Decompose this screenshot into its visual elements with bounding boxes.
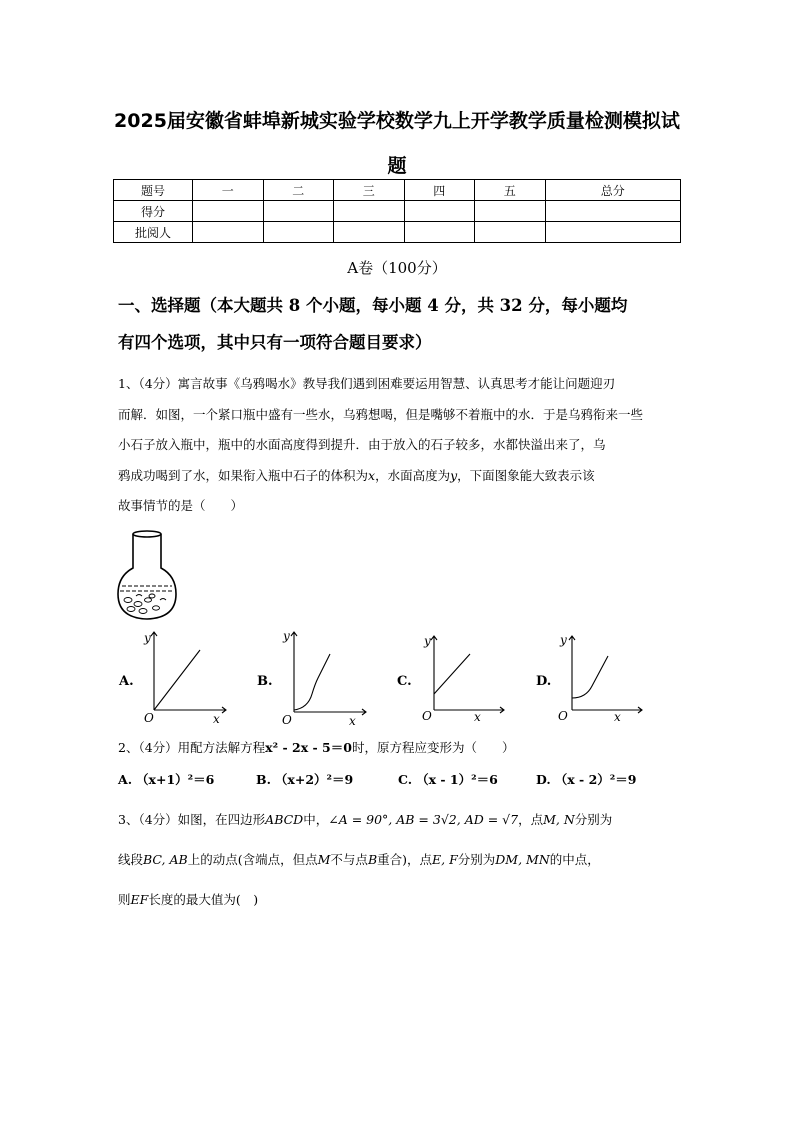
score-table-cell[interactable] bbox=[193, 201, 264, 222]
graph-y-label: y bbox=[283, 629, 290, 643]
doc-title-line2: 题 bbox=[387, 155, 407, 177]
q1-option-c-label[interactable]: C. bbox=[397, 674, 412, 689]
score-table-header-row bbox=[114, 180, 681, 201]
q1-line: 小石子放入瓶中，瓶中的水面高度得到提升．由于放入的石子较多，水都快溢出来了，乌 bbox=[118, 437, 606, 452]
q3-conditions: ∠A = 90°, AB = 3√2, AD = √7 bbox=[328, 812, 519, 827]
q2-option-a[interactable] bbox=[118, 770, 214, 788]
q2-option-c[interactable] bbox=[398, 770, 498, 788]
doc-title-line1: 2025届安徽省蚌埠新城实验学校数学九上开学教学质量检测模拟试 bbox=[114, 110, 680, 132]
option-label: D. bbox=[536, 772, 551, 787]
score-table-cell[interactable] bbox=[334, 222, 405, 243]
option-text: （x+1）²＝6 bbox=[136, 772, 215, 787]
q1-text: ，水面高度为 bbox=[375, 467, 451, 483]
score-table-cell[interactable] bbox=[404, 222, 475, 243]
q1-option-b-label[interactable]: B. bbox=[257, 674, 273, 689]
q3-text: 的中点， bbox=[549, 852, 600, 867]
score-table-cell[interactable] bbox=[475, 222, 546, 243]
q3-text: 则 bbox=[118, 892, 131, 907]
graph-origin-label: O bbox=[558, 709, 568, 723]
option-label: A. bbox=[118, 772, 133, 787]
q1-line: 1、（4分）寓言故事《乌鸦喝水》教导我们遇到困难要运用智慧、认真思考才能让问题迎刃 bbox=[118, 376, 616, 391]
score-table-cell: 题号 bbox=[114, 180, 193, 201]
q1-line bbox=[118, 461, 678, 492]
score-table-cell: 二 bbox=[263, 180, 334, 201]
q1-graph-b[interactable] bbox=[278, 626, 370, 726]
q3-pt-m: M bbox=[317, 852, 331, 867]
q2-options bbox=[118, 770, 678, 790]
score-table-cell[interactable] bbox=[263, 222, 334, 243]
q2-option-b[interactable] bbox=[256, 770, 353, 788]
q3-text: 长度的最大值为( ) bbox=[148, 892, 259, 907]
q3-text: 3、（4分）如图，在四边形 bbox=[118, 812, 266, 827]
q3-text: 中， bbox=[303, 812, 329, 827]
q3-segs2: DM, MN bbox=[495, 852, 550, 867]
question-3 bbox=[118, 800, 678, 920]
score-table-row bbox=[114, 201, 681, 222]
q3-seg-ef: EF bbox=[130, 892, 149, 907]
q3-pt-b: B bbox=[367, 852, 378, 867]
q1-graph-a[interactable] bbox=[138, 626, 230, 726]
var-x: x bbox=[368, 467, 376, 483]
score-table-cell: 总分 bbox=[545, 180, 681, 201]
q1-text: 鸦成功喝到了水，如果衔入瓶中石子的体积为 bbox=[118, 467, 369, 483]
graph-y-label: y bbox=[144, 631, 151, 645]
q1-graph-d[interactable] bbox=[556, 630, 648, 726]
q1-line: 而解．如图，一个紧口瓶中盛有一些水，乌鸦想喝，但是嘴够不着瓶中的水．于是乌鸦衔来一些 bbox=[118, 406, 644, 422]
score-table-cell: 四 bbox=[404, 180, 475, 201]
q1-line: 故事情节的是（ ） bbox=[118, 498, 244, 513]
option-text: （x - 2）²＝9 bbox=[554, 772, 637, 787]
q3-text: 上的动点(含端点，但点 bbox=[187, 852, 318, 867]
option-label: C. bbox=[398, 772, 413, 787]
score-table-cell[interactable] bbox=[475, 201, 546, 222]
graph-origin-label: O bbox=[282, 713, 292, 726]
q1-graph-c[interactable] bbox=[418, 630, 510, 726]
q3-segs: BC, AB bbox=[143, 852, 188, 867]
score-table-row bbox=[114, 222, 681, 243]
q3-line bbox=[118, 880, 678, 920]
graph-x-label: x bbox=[614, 710, 621, 724]
flask-figure bbox=[116, 530, 182, 622]
score-table-cell[interactable] bbox=[545, 222, 681, 243]
section-a-title: A卷（100分） bbox=[347, 259, 447, 277]
graph-x-label: x bbox=[213, 712, 220, 726]
score-table-cell[interactable] bbox=[545, 201, 681, 222]
q2-equation: x² - 2x - 5＝0 bbox=[265, 740, 352, 755]
q3-line bbox=[118, 840, 678, 880]
option-text: （x+2）²＝9 bbox=[274, 772, 354, 787]
graph-x-label: x bbox=[349, 714, 356, 726]
q3-text: 分别为 bbox=[574, 812, 613, 827]
option-label: B. bbox=[256, 772, 271, 787]
q1-text: ，下面图象能大致表示该 bbox=[457, 467, 595, 483]
score-table-cell[interactable] bbox=[193, 222, 264, 243]
q2-option-d[interactable] bbox=[536, 770, 636, 788]
q3-quad: ABCD bbox=[265, 812, 304, 827]
q3-text: 不与点 bbox=[330, 852, 368, 867]
graph-y-label: y bbox=[560, 633, 567, 647]
var-y: y bbox=[450, 467, 458, 483]
score-table-cell: 一 bbox=[193, 180, 264, 201]
score-table bbox=[113, 179, 681, 243]
q3-text: 分别为 bbox=[457, 852, 496, 867]
graph-y-label: y bbox=[424, 634, 431, 648]
q3-text: 重合)，点 bbox=[377, 852, 433, 867]
q3-text: 线段 bbox=[118, 852, 144, 867]
score-table-cell: 批阅人 bbox=[114, 222, 193, 243]
score-table-cell: 得分 bbox=[114, 201, 193, 222]
graph-x-label: x bbox=[474, 710, 481, 724]
graph-origin-label: O bbox=[422, 709, 432, 723]
question-2 bbox=[118, 733, 678, 764]
q3-points-mn: M, N bbox=[543, 812, 575, 827]
part1-heading-line2: 有四个选项，其中只有一项符合题目要求） bbox=[118, 333, 432, 352]
score-table-cell: 五 bbox=[475, 180, 546, 201]
graph-origin-label: O bbox=[144, 711, 154, 725]
score-table-cell[interactable] bbox=[263, 201, 334, 222]
q2-text: 2、（4分）用配方法解方程 bbox=[118, 740, 266, 755]
option-text: （x - 1）²＝6 bbox=[416, 772, 498, 787]
q3-text: ，点 bbox=[518, 812, 544, 827]
question-1 bbox=[118, 369, 678, 522]
part1-heading bbox=[118, 287, 688, 361]
score-table-cell: 三 bbox=[334, 180, 405, 201]
q3-line bbox=[118, 800, 678, 840]
q3-pts-ef: E, F bbox=[432, 852, 458, 867]
part1-heading-line1: 一、选择题（本大题共 8 个小题，每小题 4 分，共 32 分，每小题均 bbox=[118, 296, 628, 315]
score-table-cell[interactable] bbox=[334, 201, 405, 222]
q2-text: 时，原方程应变形为（ ） bbox=[351, 740, 515, 755]
q1-option-a-label[interactable]: A. bbox=[119, 674, 134, 689]
q1-option-d-label[interactable]: D. bbox=[536, 674, 552, 689]
score-table-cell[interactable] bbox=[404, 201, 475, 222]
